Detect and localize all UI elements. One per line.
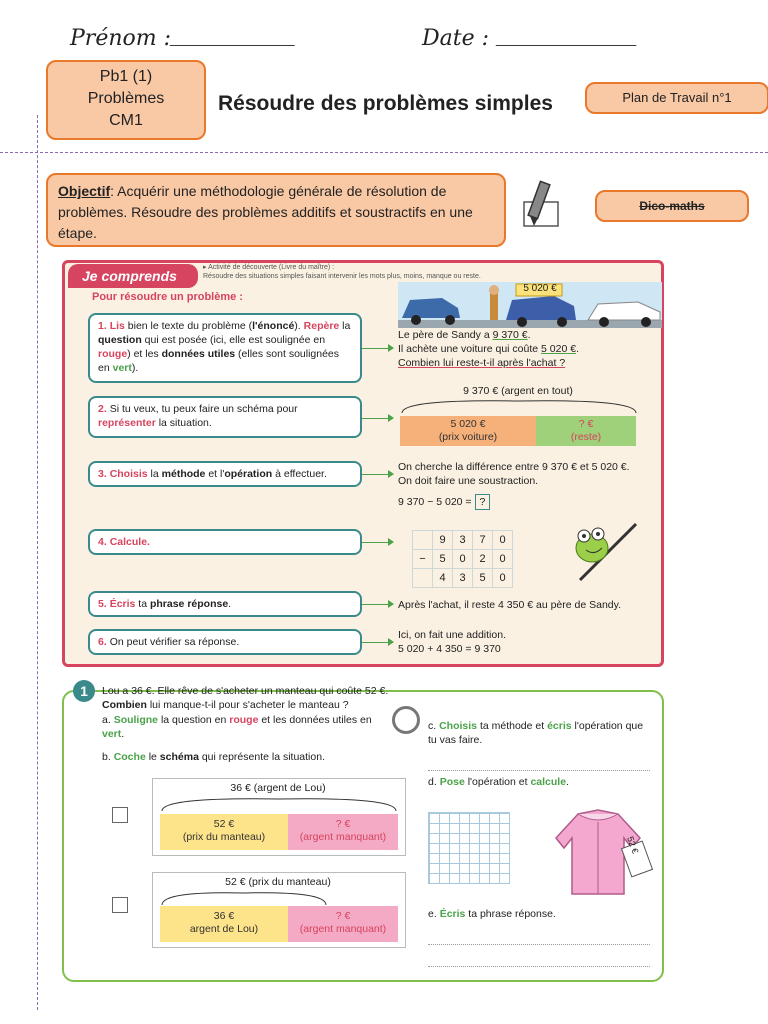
step-5-box [88,591,362,617]
step-1-text-e: ) et les [127,348,162,360]
step-2-verb: représenter [98,417,156,429]
step-3-box [88,461,362,487]
step-2-text-a: Si tu veux, tu peux faire un schéma pour [109,403,298,415]
schema-1-checkbox[interactable] [112,807,128,823]
date-blank[interactable]: __________________ [496,30,637,46]
exercise-d-verb-1: Pose [439,776,465,788]
exercise-b-text-1: le [145,751,160,763]
arrow-3 [362,474,392,475]
plan-de-travail-label: Plan de Travail n°1 [585,82,768,114]
exercise-b-schema: schéma [159,751,199,763]
exercise-combien: Combien [102,699,147,711]
digit [413,531,433,550]
digit: 5 [473,569,493,588]
step-5-number: 5. [98,598,107,610]
schema-1-total: 36 € (argent de Lou) [230,782,326,794]
badge-line-3: CM1 [109,112,143,129]
schema-2-known-value: 36 € [213,910,235,922]
exercise-b [102,750,325,764]
r6-line-1: Ici, on fait une addition. [398,629,506,641]
r3-equation: 9 370 − 5 020 = [398,496,472,508]
r1-question: Combien lui reste-t-il après l'achat ? [398,357,566,369]
exercise-e-letter: e. [428,908,440,920]
step-3-methode: méthode [161,468,206,480]
schema-1-unknown-label: (argent manquant) [299,831,387,843]
r4-column-subtraction [412,530,513,588]
r1-text-a: Le père de Sandy a [398,329,493,341]
left-dashed-margin [37,115,38,1010]
step-1-text-b: ). [294,320,301,332]
r6-line-2: 5 020 + 4 350 = 9 370 [398,643,501,655]
exercise-e-text: ta phrase réponse. [465,908,556,920]
step-1-box [88,313,362,383]
digit: 2 [473,550,493,569]
pour-resoudre-heading: Pour résoudre un problème : [92,291,243,303]
step-1-vert: vert [112,362,132,374]
schema-2-unknown-label: (argent manquant) [299,923,387,935]
operation-grid[interactable] [428,812,510,884]
step-1-donnees: données utiles [161,348,236,360]
exercise-a-text-3: . [121,728,125,740]
arrow-6 [362,642,392,643]
exercise-intro [102,684,388,712]
date-label: Date : [422,26,490,51]
r2-known-value: 5 020 € [450,418,486,430]
r1-text-d: . [576,343,579,355]
schema-2-bar-unknown [288,906,398,942]
r1-value-b: 5 020 € [541,343,577,355]
top-dashed-divider [0,152,768,153]
coat-illustration [548,808,658,903]
schema-1-unknown-value: ? € [335,818,351,830]
r1-value-a: 9 370 € [492,329,528,341]
exercise-a [102,713,382,741]
arrow-5 [362,604,392,605]
r3-method [398,460,630,510]
exercise-number: 1 [73,680,95,702]
dico-maths-link[interactable]: Dico-maths [595,190,749,222]
step-2-box [88,396,362,438]
objectif-label: Objectif [58,183,111,199]
r2-bar-known [400,416,536,446]
page-title: Résoudre des problèmes simples [218,92,553,115]
step-1-text-d: qui est posée (ici, elle est soulignée en [141,334,326,346]
exercise-e-verb: Écris [439,908,466,920]
step-1-number: 1. [98,320,107,332]
step-5-phrase: phrase réponse [149,598,229,610]
r2-known-label: (prix voiture) [438,431,498,443]
digit: 3 [453,569,473,588]
exercise-c-answer-line[interactable] [428,770,650,771]
step-3-text-b: et l' [205,468,225,480]
exercise-d [428,775,569,789]
coat-price-tag: 52 € [625,835,641,855]
minus-sign: − [413,550,433,569]
step-1-text-c: la [339,320,351,332]
step-5-verb: Écris [109,598,136,610]
digit: 5 [433,550,453,569]
exercise-a-text-1: la question en [158,714,230,726]
step-4-box [88,529,362,555]
exercise-d-verb-2: calcule [530,776,567,788]
exercise-b-letter: b. [102,751,114,763]
activity-subtitle: Résoudre des situations simples faisant intervenir les mots plus, moins, manque ou reste. [203,273,481,280]
step-1-text-g: ). [131,362,139,374]
r2-unknown-value: ? € [578,418,594,430]
car-price-tag: 5 020 € [523,283,557,294]
activity-title: ▸ Activité de découverte (Livre du maître) : [203,264,335,271]
digit: 9 [433,531,453,550]
exercise-intro-line-2: lui manque-t-il pour s'acheter le manteau ? [146,699,349,711]
step-3-operation: opération [224,468,273,480]
exercise-d-text-2: . [566,776,569,788]
exercise-a-rouge: rouge [229,714,259,726]
step-3-text-a: la [147,468,162,480]
exercise-d-letter: d. [428,776,440,788]
step-3-verb: Choisis [109,468,148,480]
objectif-text: : Acquérir une méthodologie générale de résolution de problèmes. Résoudre des problèmes additifs et soustractifs en une étape. [58,183,473,241]
exercise-d-text-1: l'opération et [464,776,531,788]
step-4-number: 4. [98,536,107,548]
step-1-enonce: l'énoncé [252,320,295,332]
step-2-number: 2. [98,403,107,415]
step-3-text-c: à effectuer. [272,468,327,480]
r2-bar-unknown [536,416,636,446]
schema-2-total: 52 € (prix du manteau) [225,876,331,888]
schema-2-bar-known [160,906,288,942]
exercise-e-answer-line-2[interactable] [428,966,650,967]
badge-line-1: Pb1 (1) [99,68,153,85]
exercise-c-verb-1: Choisis [439,720,478,732]
digit: 0 [493,550,513,569]
exercise-c-verb-2: écris [547,720,572,732]
step-1-text-f: (elles sont soulignées en [98,348,340,374]
schema-2-checkbox[interactable] [112,897,128,913]
schema-2-unknown-value: ? € [335,910,351,922]
r3-answer-box: ? [475,494,491,510]
je-comprends-tab: Je comprends [68,264,198,288]
exercise-e-answer-line-1[interactable] [428,944,650,945]
prenom-label: Prénom : [70,26,172,51]
digit: 0 [493,531,513,550]
exercise-a-text-2: et les données utiles en [258,714,372,726]
objectif-box [46,173,506,247]
exercise-a-verb: Souligne [113,714,159,726]
step-6-text: On peut vérifier sa réponse. [109,636,240,648]
arrow-2 [362,418,392,419]
prenom-blank[interactable]: ________________ [170,30,295,46]
schema-1-known-value: 52 € [213,818,235,830]
arrow-4 [362,542,392,543]
exercise-intro-line-1: Lou a 36 €. Elle rêve de s'acheter un manteau qui coûte 52 €. [102,685,389,697]
digit: 4 [433,569,453,588]
schema-1-bar-known [160,814,288,850]
step-1-verb-2: Repère [303,320,340,332]
schema-2-known-label: argent de Lou) [189,923,259,935]
step-2-text-b: la situation. [155,417,212,429]
step-6-box [88,629,362,655]
exercise-c [428,719,650,747]
digit [413,569,433,588]
exercise-a-letter: a. [102,714,114,726]
step-5-text-a: ta [135,598,150,610]
schema-1-bar-unknown [288,814,398,850]
r1-text-b: . [527,329,531,341]
step-6-number: 6. [98,636,107,648]
exercise-c-letter: c. [428,720,440,732]
r5-answer: Après l'achat, il reste 4 350 € au père de Sandy. [398,599,622,611]
arrow-1 [362,348,392,349]
hole-punch-circle [392,706,420,734]
lesson-badge [46,60,206,140]
step-4-verb: Calcule. [109,536,150,548]
pencil-icon [520,180,566,239]
activity-note [203,263,563,281]
digit: 0 [453,550,473,569]
step-1-question: question [98,334,142,346]
exercise-a-vert: vert [102,728,122,740]
step-1-rouge: rouge [98,348,128,360]
step-1-verb: Lis [109,320,125,332]
exercise-c-text-1: ta méthode et [477,720,548,732]
step-3-number: 3. [98,468,107,480]
digit: 0 [493,569,513,588]
r3-line-2: On doit faire une soustraction. [398,475,539,487]
r1-problem [398,328,579,370]
schema-1-known-label: (prix du manteau) [182,831,266,843]
step-5-text-b: . [228,598,232,610]
r6-check [398,628,506,656]
digit: 7 [473,531,493,550]
exercise-e [428,907,556,921]
digit: 3 [453,531,473,550]
exercise-b-text-2: qui représente la situation. [198,751,325,763]
r3-line-1: On cherche la différence entre 9 370 € et 5 020 €. [398,461,630,473]
r2-total-label: 9 370 € (argent en tout) [463,385,573,397]
frog-mascot-icon [562,518,642,587]
r2-unknown-label: (reste) [570,431,602,443]
exercise-c-text-2: l'opération que tu vas faire. [428,720,644,746]
r1-text-c: Il achète une voiture qui coûte [398,343,542,355]
step-1-text-a: bien le texte du problème ( [124,320,253,332]
badge-line-2: Problèmes [87,90,165,107]
exercise-b-verb: Coche [113,751,146,763]
